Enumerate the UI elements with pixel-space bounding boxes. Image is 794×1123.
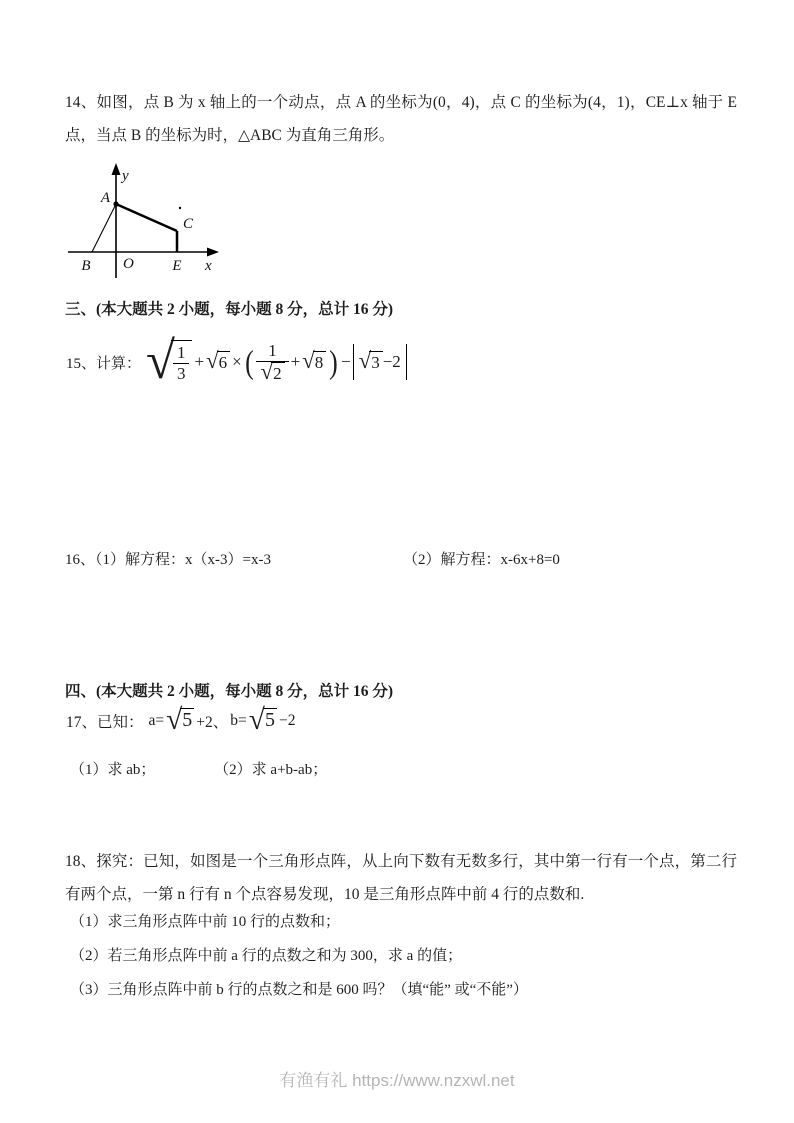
- radicand: 5: [182, 709, 193, 732]
- x-axis-arrow-icon: [207, 248, 219, 257]
- sqrt-group: [166, 704, 194, 737]
- sqrt-group: [302, 348, 326, 373]
- point-a-dot: [113, 201, 118, 206]
- label-y: y: [122, 168, 129, 184]
- label-e: E: [172, 258, 182, 274]
- operator-minus: −: [341, 352, 351, 371]
- absolute-value-group: [353, 344, 407, 380]
- radical-icon: √: [302, 348, 315, 373]
- problem-17-prefix: 17、已知：: [66, 714, 144, 731]
- problem-17-subquestions: [70, 758, 327, 779]
- label-o: O: [123, 256, 134, 272]
- b-equals: b=: [230, 712, 247, 729]
- radicand: 2: [271, 362, 285, 384]
- left-paren: (: [244, 343, 254, 380]
- label-c: C: [183, 216, 194, 232]
- sqrt-group: [248, 704, 277, 737]
- problem-16-q1: 16、（1）解方程：x（x-3）=x-3: [65, 552, 271, 568]
- label-a: A: [100, 190, 110, 206]
- radical-icon: √: [358, 348, 372, 373]
- numerator: 1: [268, 340, 277, 360]
- problem-17-sub1: （1）求 ab；: [70, 762, 156, 778]
- radical-icon: √: [166, 704, 183, 737]
- abs-tail: −2: [382, 352, 401, 371]
- denominator: 3: [173, 363, 190, 384]
- problem-18-q1: （1）求三角形点阵中前 10 行的点数和；: [70, 914, 341, 930]
- right-paren: ): [329, 343, 338, 380]
- sqrt-group: [146, 332, 192, 391]
- label-b: B: [81, 258, 91, 274]
- sqrt-group: [358, 348, 383, 373]
- b-tail: −2: [278, 712, 296, 729]
- section-3-heading: 三、(本大题共 2 小题，每小题 8 分，总计 16 分): [65, 301, 394, 318]
- y-axis-arrow-icon: [112, 163, 121, 175]
- numerator: 1: [176, 343, 186, 363]
- problem-17-formula: [65, 703, 296, 739]
- operator-times: ×: [232, 352, 242, 371]
- sqrt-group: [260, 358, 284, 384]
- problem-15-prefix: 15、计算：: [66, 355, 142, 372]
- radicand: 3: [369, 351, 383, 373]
- a-tail: +2、: [196, 714, 229, 731]
- problem-14-text: 14、如图，点 B 为 x 轴上的一个动点，点 A 的坐标为(0，4)，点 C 的坐标为(4，1)，CE⊥x 轴于 E 点，当点 B 的坐标为时，△ABC 为直角三角形。: [65, 94, 737, 144]
- coordinate-figure: [64, 162, 226, 290]
- a-equals: a=: [148, 712, 165, 729]
- footer-watermark: 有渔有礼 https://www.nzxwl.net: [279, 1071, 515, 1090]
- section-4-heading: 四、(本大题共 2 小题，每小题 8 分，总计 16 分): [65, 683, 394, 700]
- radicand: [171, 340, 193, 383]
- fraction: [256, 341, 288, 383]
- segment-a-c: [116, 204, 177, 231]
- stray-dot: [179, 207, 181, 209]
- radical-icon: √: [260, 358, 274, 384]
- radical-icon: √: [206, 348, 219, 373]
- fraction: [173, 343, 190, 383]
- radicand: 5: [264, 709, 275, 732]
- label-x: x: [205, 258, 212, 274]
- radical-icon: √: [248, 704, 265, 737]
- problem-18-q3: （3）三角形点阵中前 b 行的点数之和是 600 吗？（填“能” 或“不能”）: [70, 982, 528, 998]
- denominator: [256, 358, 288, 384]
- operator-plus: +: [194, 352, 205, 371]
- radicand: 6: [217, 351, 231, 373]
- problem-16-q2: （2）解方程：x-6x+8=0: [403, 552, 560, 568]
- radicand: 8: [313, 351, 327, 373]
- problem-15-formula: [65, 330, 408, 394]
- sqrt-group: [206, 348, 230, 373]
- segment-b-a: [92, 204, 116, 252]
- operator-plus: +: [290, 352, 301, 371]
- radical-icon: √: [146, 332, 175, 391]
- problem-18-q2: （2）若三角形点阵中前 a 行的点数之和为 300，求 a 的值；: [70, 948, 463, 964]
- problem-18-text: 18、探究：已知，如图是一个三角形点阵，从上向下数有无数多行，其中第一行有一个点，第二行有两个点，一第 n 行有 n 个点容易发现，10 是三角形点阵中前 4 行的点数和.: [65, 853, 737, 903]
- problem-17-sub2: （2）求 a+b-ab；: [214, 762, 328, 778]
